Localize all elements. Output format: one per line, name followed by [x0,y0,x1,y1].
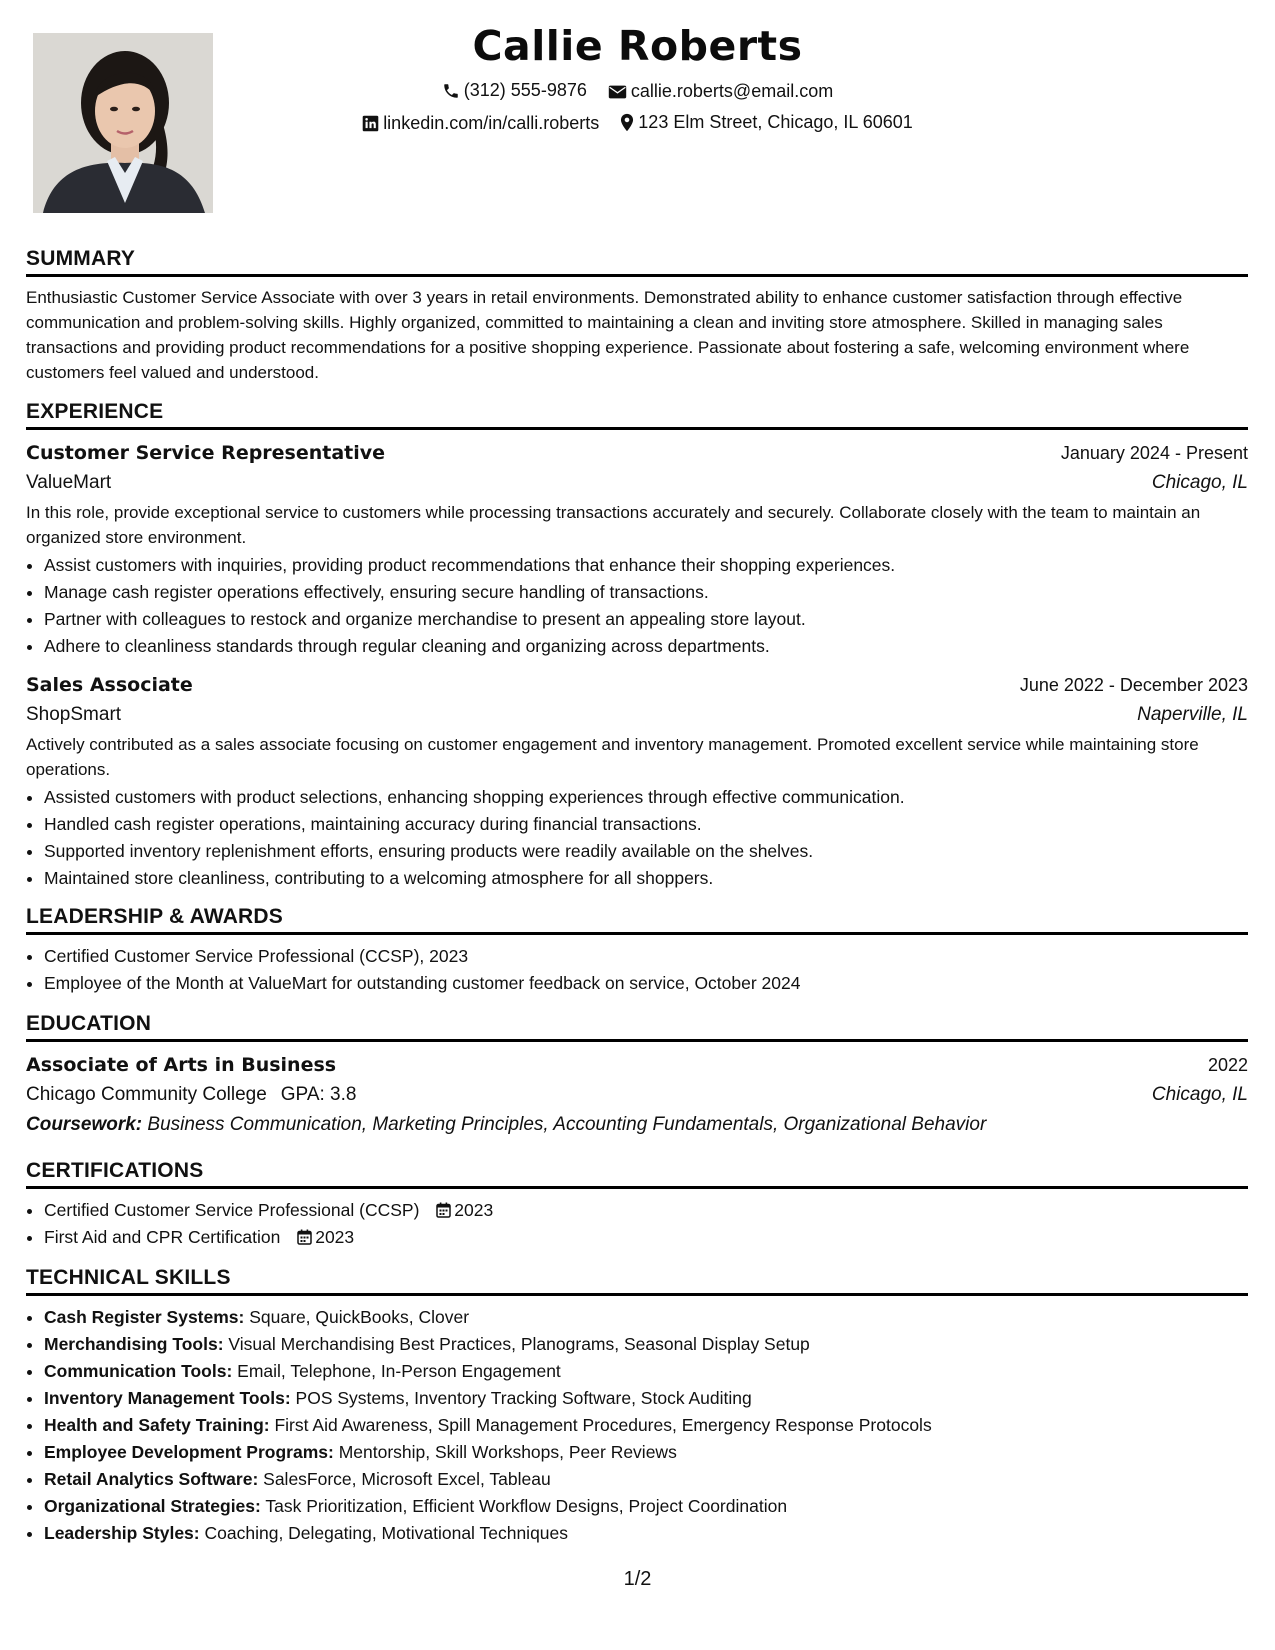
job-entry [26,438,1248,660]
skill-label: Communication Tools: [44,1361,233,1381]
list-item [44,1493,1248,1520]
education-header [26,1050,1248,1080]
list-item [44,1412,1248,1439]
certification-year: 2023 [454,1200,494,1220]
job-company: ShopSmart [26,704,122,725]
degree-name: Associate of Arts in Business [26,1054,337,1076]
skill-value: Task Prioritization, Efficient Workflow Designs, Project Coordination [265,1496,788,1516]
job-subheader [26,700,1248,730]
job-bullets [26,552,1248,660]
list-item: • Employee of the Month at ValueMart for outstanding customer feedback on service, October 2024 [44,970,1248,997]
education-section [26,1011,1248,1140]
phone-text: (312) 555-9876 [463,80,587,100]
list-item: • Partner with colleagues to restock and organize merchandise to present an appealing store layout. [44,606,1248,633]
job-description: Actively contributed as a sales associate focusing on customer engagement and inventory management. Promoted excellent service while maintaining store operations. [26,735,1199,779]
skill-value: SalesForce, Microsoft Excel, Tableau [263,1469,551,1489]
awards-list [26,943,1248,997]
list-item: • Maintained store cleanliness, contributing to a welcoming atmosphere for all shoppers. [44,865,1248,892]
job-description: In this role, provide exceptional service to customers while processing transactions accurately and securely. Collaborate closely with the team to maintain an organized store environment. [26,503,1201,547]
envelope-icon [608,84,627,100]
candidate-name: Callie Roberts [472,22,803,70]
skill-label: Employee Development Programs: [44,1442,334,1462]
skill-value: Email, Telephone, In-Person Engagement [237,1361,561,1381]
skill-value: Square, QuickBooks, Clover [249,1307,470,1327]
skill-value: First Aid Awareness, Spill Management Procedures, Emergency Response Protocols [274,1415,932,1435]
awards-section [26,904,1248,997]
list-item: • Certified Customer Service Professional (CCSP), 2023 [44,943,1248,970]
email-text: callie.roberts@email.com [630,81,834,101]
calendar-icon [436,1202,451,1218]
page-number: 1/2 [623,1568,652,1590]
address-contact [620,112,913,133]
skill-value: POS Systems, Inventory Tracking Software, Stock Auditing [295,1388,752,1408]
skill-label: Leadership Styles: [44,1523,200,1543]
skill-label: Inventory Management Tools: [44,1388,291,1408]
job-company: ValueMart [26,472,112,493]
linkedin-text: linkedin.com/in/calli.roberts [383,113,600,133]
email-contact[interactable] [608,81,833,102]
summary-text: Enthusiastic Customer Service Associate with over 3 years in retail environments. Demonstrated ability to enhance customer satisfaction through effective communication and problem-solving skills. Highly organized, committed to maintaining a clean and inviting store atmosphere. Skilled in managing sales transactions and providing product recommendations for a positive shopping experience. Passionate about fostering a safe, welcoming environment where customers feel valued and understood. [26,288,1190,382]
skill-value: Visual Merchandising Best Practices, Planograms, Seasonal Display Setup [228,1334,810,1354]
job-dates: January 2024 - Present [1060,443,1248,463]
section-title: EXPERIENCE [26,399,1248,430]
job-header [26,438,1248,468]
phone-contact [442,80,587,101]
certifications-list [26,1197,1248,1251]
job-location: Naperville, IL [1137,704,1248,725]
job-location: Chicago, IL [1151,472,1248,493]
skill-label: Cash Register Systems: [44,1307,245,1327]
list-item [44,1224,1248,1251]
job-subheader [26,468,1248,498]
coursework-label: Coursework: [26,1114,143,1135]
list-item [44,1439,1248,1466]
skills-list [26,1304,1248,1547]
gpa-value: GPA: 3.8 [280,1084,357,1105]
graduation-year: 2022 [1207,1055,1248,1075]
list-item: • Adhere to cleanliness standards through regular cleaning and organizing across departments. [44,633,1248,660]
skill-label: Organizational Strategies: [44,1496,261,1516]
calendar-icon [297,1229,312,1245]
list-item [44,1304,1248,1331]
experience-section [26,399,1248,892]
linkedin-icon [362,115,379,132]
list-item [44,1358,1248,1385]
job-dates: June 2022 - December 2023 [1019,675,1248,695]
education-subheader [26,1080,1248,1110]
list-item: • Assisted customers with product selections, enhancing shopping experiences through effective communication. [44,784,1248,811]
school-line [26,1080,356,1110]
coursework-list: Business Communication, Marketing Principles, Accounting Fundamentals, Organizational Behavior [147,1114,987,1135]
certifications-section [26,1158,1248,1251]
coursework-line [26,1110,1248,1140]
list-item [44,1385,1248,1412]
linkedin-contact[interactable] [362,113,599,134]
certification-name: Certified Customer Service Professional (CCSP) [44,1200,420,1220]
list-item [44,1331,1248,1358]
contact-line-1 [0,80,1275,105]
skills-section [26,1265,1248,1547]
resume-content [26,246,1248,1555]
skill-value: Coaching, Delegating, Motivational Techniques [204,1523,569,1543]
list-item: • Supported inventory replenishment efforts, ensuring products were readily available on the shelves. [44,838,1248,865]
certification-name: First Aid and CPR Certification [44,1227,281,1247]
summary-section [26,246,1248,385]
job-bullets [26,784,1248,892]
skill-label: Merchandising Tools: [44,1334,224,1354]
job-role: Sales Associate [26,674,193,696]
skill-label: Health and Safety Training: [44,1415,270,1435]
contact-line-2 [0,112,1275,137]
list-item [44,1197,1248,1224]
skill-value: Mentorship, Skill Workshops, Peer Reviews [338,1442,677,1462]
list-item: • Assist customers with inquiries, providing product recommendations that enhance their shopping experiences. [44,552,1248,579]
address-text: 123 Elm Street, Chicago, IL 60601 [638,112,913,132]
school-name: Chicago Community College [26,1084,267,1105]
section-title: TECHNICAL SKILLS [26,1265,1248,1296]
list-item [44,1520,1248,1547]
section-title: SUMMARY [26,246,1248,277]
list-item: • Manage cash register operations effectively, ensuring secure handling of transactions. [44,579,1248,606]
certification-year: 2023 [315,1227,355,1247]
skill-label: Retail Analytics Software: [44,1469,259,1489]
section-title: CERTIFICATIONS [26,1158,1248,1189]
job-entry [26,670,1248,892]
job-header [26,670,1248,700]
map-pin-icon [620,113,634,132]
school-location: Chicago, IL [1151,1084,1248,1105]
list-item: • Handled cash register operations, maintaining accuracy during financial transactions. [44,811,1248,838]
section-title: LEADERSHIP & AWARDS [26,904,1248,935]
job-role: Customer Service Representative [26,442,386,464]
section-title: EDUCATION [26,1011,1248,1042]
list-item [44,1466,1248,1493]
phone-icon [442,82,460,100]
